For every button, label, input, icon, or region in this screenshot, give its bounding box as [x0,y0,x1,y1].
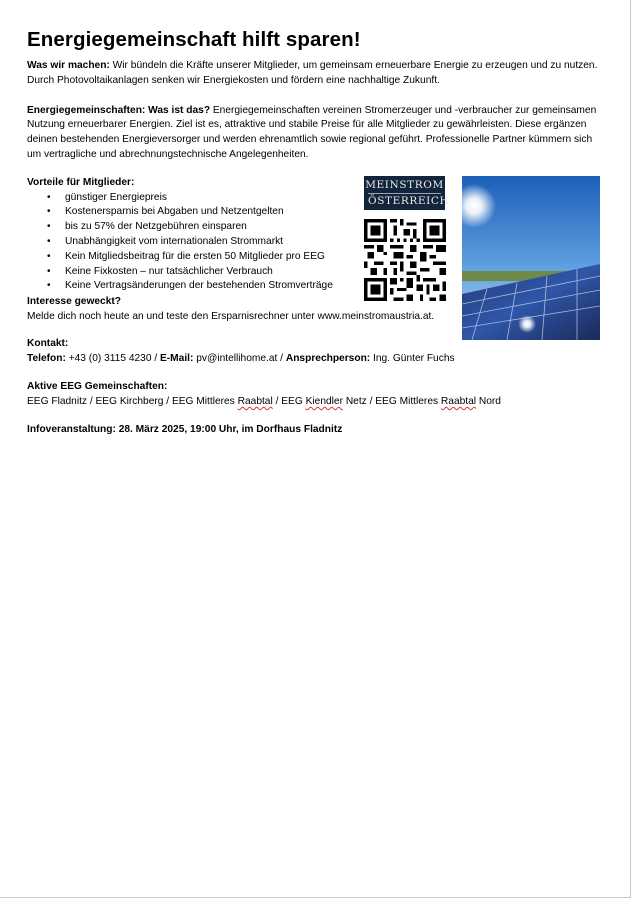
benefits-section [27,176,607,294]
kontakt-heading: Kontakt: [27,338,69,350]
list-item: • Keine Fixkosten – nur tatsächlicher Verbrauch [65,265,607,280]
list-item: • Keine Vertragsänderungen der bestehenden Stromverträge [65,279,607,294]
definition-text: Energiegemeinschaften vereinen Stromerzeuger und -verbraucher zur gemeinsamen Nutzung erneuerbarer Energien. Ziel ist es, attraktive und stabile Preise für alle Mitglieder zu gewährleisten. Diese ergänzen deinen bestehenden Energieversorger und werden ehrenamtlich sowie regional geführt. Professionelle Partner kümmern sich um vertragliche und abrechnungstechnische Angelegenheiten. [27,104,597,160]
eeg-word-1: Raabtal [237,395,273,407]
person-value: Ing. Günter Fuchs [370,353,455,365]
list-item: • Kostenersparnis bei Abgaben und Netzentgelten [65,205,607,220]
telefon-label: Telefon: [27,353,66,365]
definition-paragraph [27,104,607,163]
eeg-word-2: Kiendler [305,395,343,407]
logo-line-1: MEINSTROM [365,178,444,191]
document-content [27,28,607,437]
eeg-heading: Aktive EEG Gemeinschaften: [27,380,168,392]
email-value: pv@intellihome.at / [193,353,286,365]
intro-label: Was wir machen: [27,60,110,71]
info-event-text: Infoveranstaltung: 28. März 2025, 19:00 Uhr, im Dorfhaus Fladnitz [27,423,343,435]
intro-text: Wir bündeln die Kräfte unserer Mitglieder, um gemeinsam erneuerbare Energie zu erzeugen und zu nutzen. Durch Photovoltaikanlagen senken wir Energiekosten und fördern eine nachhaltige Zukunft. [27,60,598,86]
list-item: • günstiger Energiepreis [65,191,607,206]
info-event [27,423,607,438]
interesse-text: Melde dich noch heute an und teste den Ersparnisrechner unter www.meinstromaustria.at. [27,310,435,322]
email-label: E-Mail: [159,353,194,365]
definition-label: Energiegemeinschaften: Was ist das? [27,104,211,116]
logo-line-2: ÖSTERREICH [368,194,450,207]
solar-panel-photo [462,176,600,340]
page-title: Energiegemeinschaft hilft sparen! [27,28,361,51]
eeg-text-3: Netz / EEG Mittleres [342,395,441,407]
person-label: Ansprechperson: [285,353,371,365]
eeg-list [27,395,607,410]
eeg-text-1: EEG Fladnitz / EEG Kirchberg / EEG Mittleres [27,395,238,407]
intro-paragraph [27,59,607,89]
interesse-heading: Interesse geweckt? [27,295,121,307]
eeg-text-2: / EEG [272,395,306,407]
eeg-title [27,380,607,395]
eeg-word-3: Raabtal [440,395,477,407]
qr-code-icon [364,219,446,301]
benefits-title: Vorteile für Mitglieder: [27,176,135,188]
eeg-text-4: Nord [476,395,501,407]
list-item: • Unabhängigkeit vom internationalen Strommarkt [65,235,607,250]
kontakt-line [27,352,607,367]
list-item: • Kein Mitgliedsbeitrag für die ersten 50 Mitglieder pro EEG [65,250,607,265]
telefon-value: +43 (0) 3115 4230 / [65,353,160,365]
meinstrom-logo [364,176,450,210]
list-item: • bis zu 57% der Netzgebühren einsparen [65,220,607,235]
